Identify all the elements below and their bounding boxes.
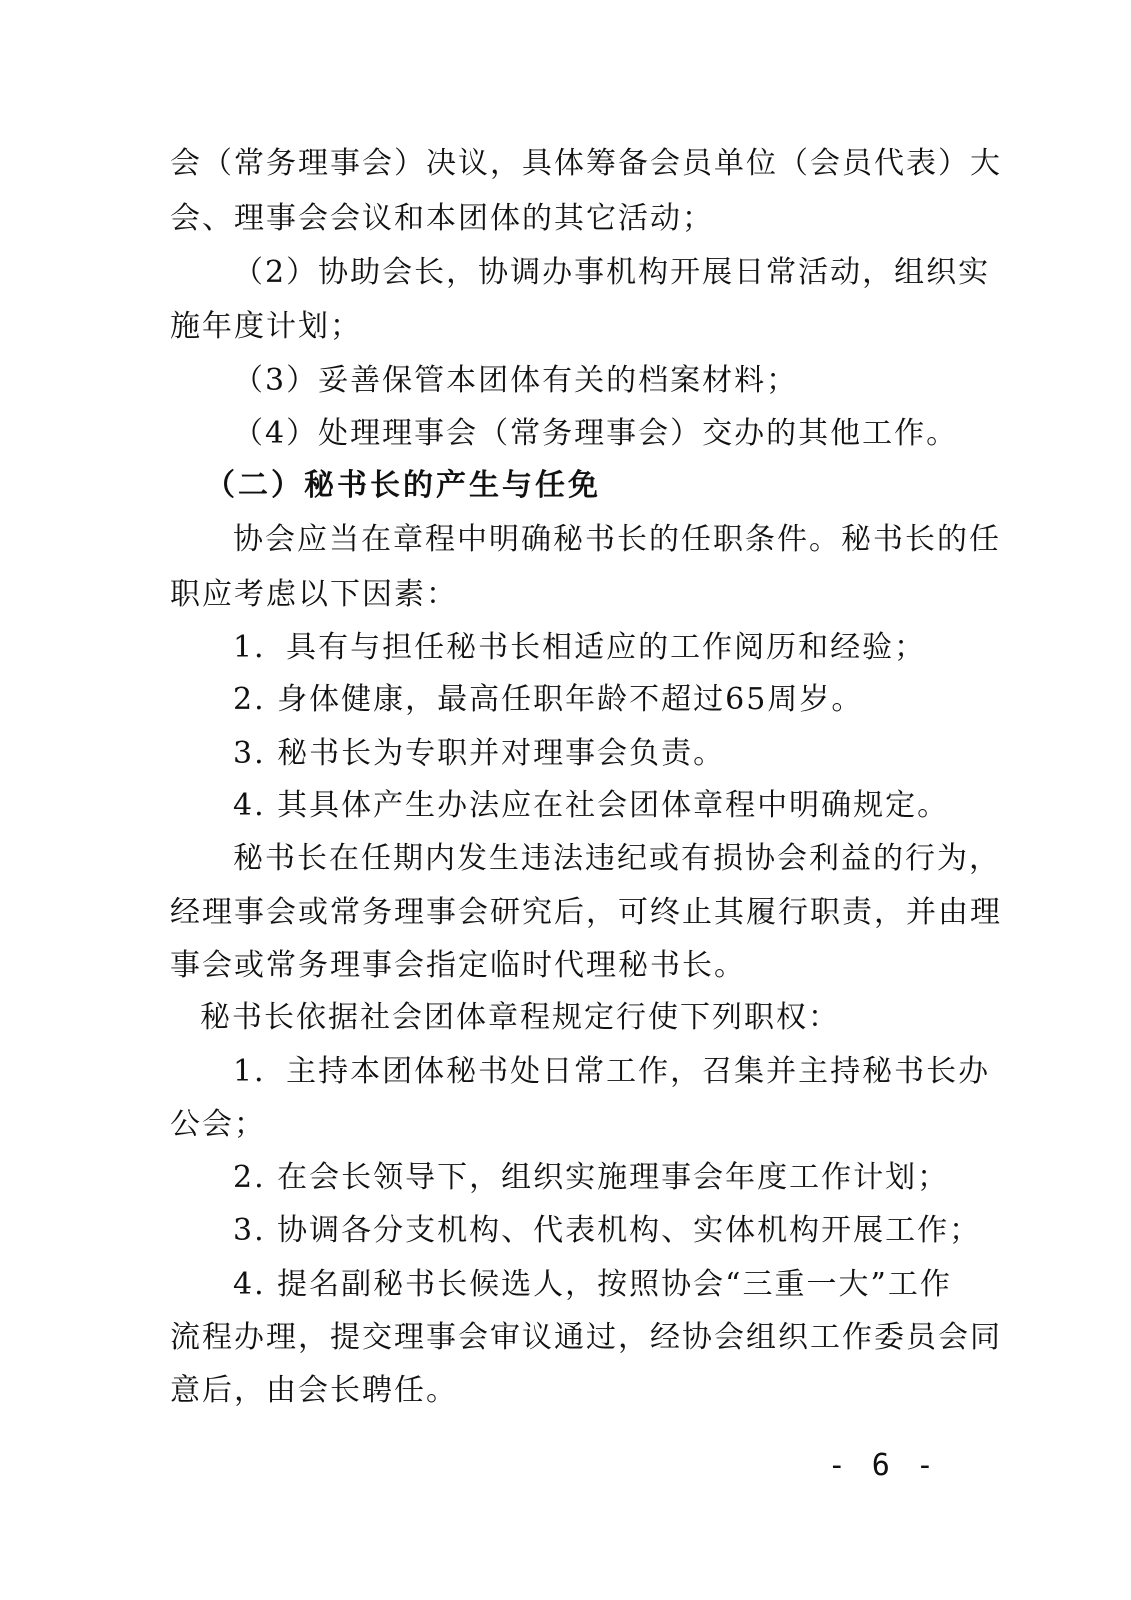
paragraph-line: 公会； [170, 1107, 266, 1142]
paragraph-line: 秘书长依据社会团体章程规定行使下列职权： [200, 1000, 840, 1035]
paragraph-line: 会、理事会会议和本团体的其它活动； [170, 201, 714, 236]
paragraph-line: 意后，由会长聘任。 [170, 1373, 458, 1408]
paragraph-line: 职应考虑以下因素： [170, 577, 458, 612]
list-item: 4. 其具体产生办法应在社会团体章程中明确规定。 [233, 788, 950, 823]
list-item: （2）协助会长，协调办事机构开展日常活动，组织实 [233, 255, 991, 290]
list-item: 2. 在会长领导下，组织实施理事会年度工作计划； [233, 1160, 950, 1195]
paragraph-line: 事会或常务理事会指定临时代理秘书长。 [170, 948, 746, 983]
list-item: 4. 提名副秘书长候选人，按照协会“三重一大”工作 [233, 1267, 952, 1302]
paragraph-line: 协会应当在章程中明确秘书长的任职条件。秘书长的任 [233, 522, 1001, 557]
paragraph-line: 经理事会或常务理事会研究后，可终止其履行职责，并由理 [170, 895, 1002, 930]
list-item: 1．主持本团体秘书处日常工作，召集并主持秘书长办 [233, 1054, 991, 1089]
list-item: （4）处理理事会（常务理事会）交办的其他工作。 [233, 416, 959, 451]
list-item: 1．具有与担任秘书长相适应的工作阅历和经验； [233, 630, 927, 665]
paragraph-line: 秘书长在任期内发生违法违纪或有损协会利益的行为， [233, 841, 1001, 876]
paragraph-line: 流程办理，提交理事会审议通过，经协会组织工作委员会同 [170, 1320, 1002, 1355]
page-number: - 6 - [827, 1448, 938, 1483]
paragraph-line: 施年度计划； [170, 309, 362, 344]
paragraph-line: 会（常务理事会）决议，具体筹备会员单位（会员代表）大 [170, 146, 1002, 181]
list-item: （3）妥善保管本团体有关的档案材料； [233, 363, 799, 398]
list-item: 2. 身体健康，最高任职年龄不超过65周岁。 [233, 682, 864, 717]
list-item: 3. 协调各分支机构、代表机构、实体机构开展工作； [233, 1213, 982, 1248]
list-item: 3. 秘书长为专职并对理事会负责。 [233, 736, 726, 771]
section-heading: （二）秘书长的产生与任免 [205, 468, 601, 503]
